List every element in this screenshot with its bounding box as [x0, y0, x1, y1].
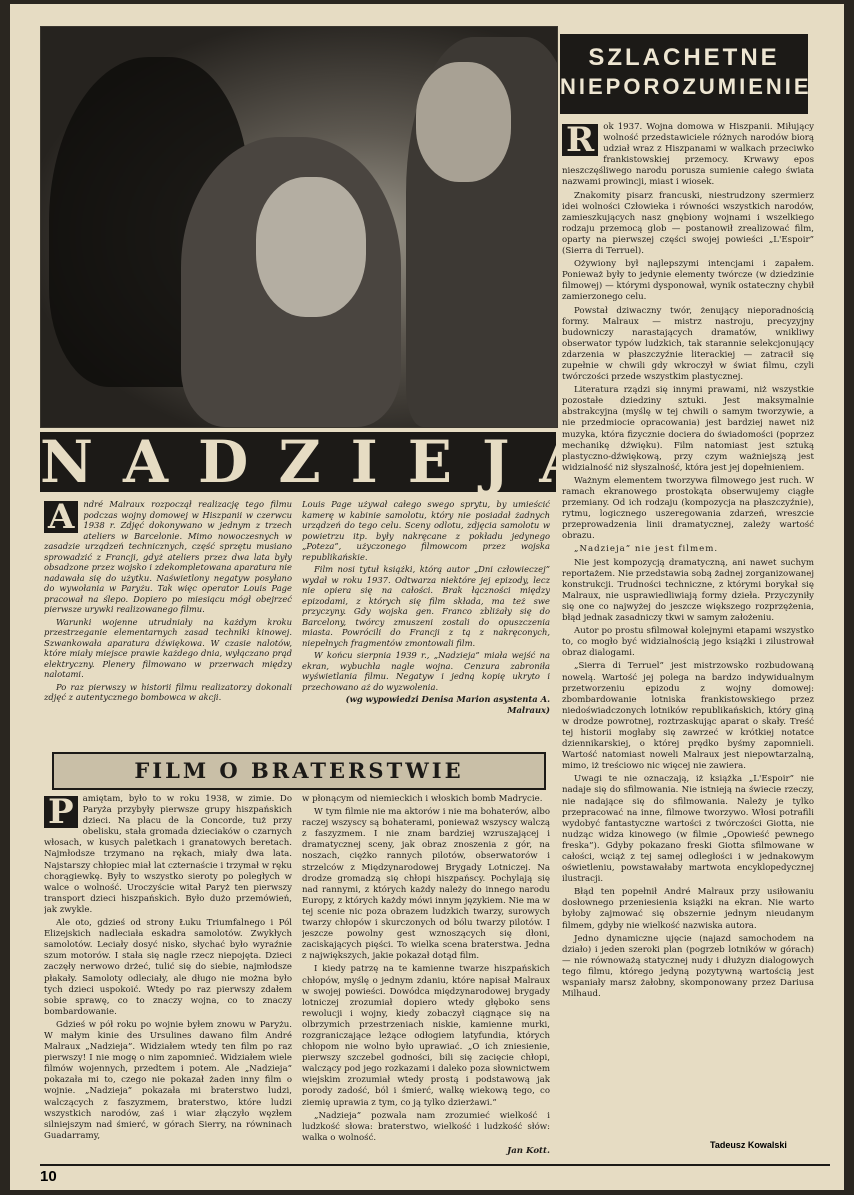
article-title-box: [560, 34, 812, 114]
film-title: NADZIEJA: [40, 428, 615, 496]
section-paragraph: I kiedy patrzę na te kamienne twarze hiszpańskich chłopów, myślę o jednym zdaniu, które napisał Malraux w swojej powieści. Dowódca międzynarodowej brygady lotniczej zrozumiał dopiero wtedy głęboko sens rewolucji i wojny, kiedy zobaczył ciągnące się na olbrzymich przestrzeniach niskie, kamienne murki, rozgraniczające leżące odłogiem latyfundia, których chłopom nie wolno było uprawiać. „O ich zniesienie, pierwszy szczebel godności, bili się zacięcie chłopi, walczący pod jego rozkazami i daleko poza słownictwem wiejskim zrozumiał wtedy prostą i podstawową jak porody zadość, ból i śmierć, walkę wiekową tego, co ziemię uprawia z tym, co ją tylko dzierżawi.”: [302, 964, 550, 1108]
review-paragraph: Ważnym elementem tworzywa filmowego jest ruch. W ramach ekranowego prostokąta obserwujemy ciągłe przemiany. Od ich rodzaju (kompozycja na płaszczyźnie), rytmu, logicznego uszeregowania zdarzeń, wreszcie przeprowadzenia linii dramatycznej, zależy wartość obrazu.: [562, 475, 814, 542]
page-number: 10: [40, 1168, 57, 1185]
film-still-photo: [40, 26, 558, 428]
intro-paragraph: W końcu sierpnia 1939 r., „Nadzieja” miała wejść na ekran, wybuchła nagle wojna. Cenzura zabroniła wyświetlania filmu. Negatyw i jedną kopię ukryto i przechowano aż do wyzwolenia.: [302, 650, 550, 692]
review-paragraph: „Nadzieja” nie jest filmem.: [574, 544, 719, 555]
review-paragraph: Błąd ten popełnił André Malraux przy usiłowaniu dosłownego przeniesienia książki na ekran. Nie warto byłoby zajmować się obszernie jednym nieudanym filmem, gdyby nie wielkość nazwiska autora.: [562, 887, 814, 931]
title-line-2: NIEPOROZUMIENIE: [560, 74, 812, 99]
review-paragraph: ok 1937. Wojna domowa w Hiszpanii. Miłujący wolność przedstawiciele różnych narodów biorą udział wraz z Hiszpanami w walkach przeciwko frankistowskiej przemocy. Krwawy epos nieszczęśliwego narodu porusza sumienie całego świata nazwami prowincji, miast i wiosek.: [562, 122, 814, 188]
review-paragraph: Nie jest kompozycją dramatyczną, ani nawet suchym reportażem. Nie przedstawia sobą żadnej zorganizowanej konstrukcji. Trudności techniczne, z którymi borykał się Malraux, nie usprawiedliwiają formy dzieła. Przyczyniły się one co najwyżej do jeszcze większego rozprzężenia, błąd jednak zasadniczy tkwi w samym założeniu.: [562, 557, 814, 624]
section-column-1: [44, 794, 292, 1160]
review-paragraph: Znakomity pisarz francuski, niestrudzony szermierz idei wolności Człowieka i równości wszystkich narodów, zamieszkujących nasz gnębiony wojnami i wszelkiego rodzaju przemocą glob — postanowił zrealizować film, oparty na pierwszej części swojej powieści „L'Espoir” (Sierra di Terruel).: [562, 190, 814, 257]
intro-paragraph: Film nosi tytuł książki, którą autor „Dni człowieczej” wydał w roku 1937. Odtwarza niektóre jej epizody, lecz nie opiera się na całości. Brak łączności między epizodami, z których się film składa, ma też swe przyczyny. Gdy wojska gen. Franco zbliżały się do Barcelony, twórcy zmuszeni zostali do opuszczenia miasta. Powrócili do Francji z tą z nakręconych, niepełnych fragmentów zmontowali film.: [302, 564, 550, 648]
review-paragraph: Uwagi te nie oznaczają, iż książka „L'Espoir” nie nadaje się do sfilmowania. Nie istnieją na świecie rzeczy, nie nadające się do sfilmowania. Należy je tylko przepracować na inne, filmowe tworzywo. Włosi potrafili wydobyć fantastyczne wartości z twórczości Giotta, nie nudząc widza kinowego (w filmie „Opowieść pewnego freska”). Gdyby pokazano freski Giotta sfilmowane w całości, wciąż z tej samej odległości i w jednakowym oświetleniu, powstawałaby martwota encyklopedycznej ilustracji.: [562, 774, 814, 885]
review-dropcap: R: [562, 124, 598, 156]
section-author: Jan Kott.: [507, 1145, 550, 1156]
footer-rule: [40, 1164, 830, 1166]
title-line-1: SZLACHETNE: [588, 44, 780, 71]
intro-credit: (wg wypowiedzi Denisa Marion asystenta A. Malraux): [345, 694, 550, 715]
intro-column-1: [44, 499, 292, 749]
review-author: Tadeusz Kowalski: [710, 1140, 787, 1150]
review-paragraph: „Sierra di Terruel” jest mistrzowsko rozbudowaną nowelą. Wartość jej polega na bardzo indywidualnym przetworzeniu epizodu z wojny domowej: zbombardowanie lotniska frankistowskiego przez niedoświadczonych lotników republikańskich, który giną w drodze powrotnej, roztrzaskując aparat o skały. Treść tej historii mogłaby się zawrzeć w krótkiej notatce dziennikarskiej, o której prędko byśmy zapomnieli. Wartość natomiast noweli Malraux jest niepowtarzalną, mimo, iż treściowo nic więcej nie zawiera.: [562, 661, 814, 772]
review-paragraph: Autor po prostu sfilmował kolejnymi etapami wszystko to, co mogło być widzialnością jego książki i zilustrował obraz dialogami.: [562, 626, 814, 659]
intro-paragraph: Warunki wojenne utrudniały na każdym kroku przestrzeganie elementarnych zasad techniki kinowej. Szwankowała aparatura dźwiękowa. W czasie nalotów, które miały miejsce prawie każdego dnia, wyłączano prąd elektryczny. Plenery filmowano w przerwach między nalotami.: [44, 616, 292, 679]
intro-paragraph: Po raz pierwszy w historii filmu realizatorzy dokonali zdjęć z autentycznego bombowca w akcji.: [44, 681, 292, 702]
section-paragraph: Ale oto, gdzieś od strony Łuku Triumfalnego i Pól Elizejskich nadleciała eskadra samolotów. Zwykłych samolotów. Leciały dosyć nisko, słychać było wyraźnie szum motorów. I stała się nagle rzecz niepojęta. Dzieci zaczęły nerwowo drżeć, tulić się do siebie, najmłodsze płakały. Samoloty odleciały, ale długo nie można było tych dzieci uspokoić. Wtedy po raz pierwszy zdałem sobie sprawę, co to znaczy wojna, co to znaczy bombardowanie.: [44, 918, 292, 1017]
intro-paragraph: Louis Page używał całego swego sprytu, by umieścić kamerę w kabinie samolotu, który nie posiadał żadnych urządzeń do tego celu. Sceny odlotu, zdjęcia samolotu w powietrzu itp. były nakręcane z pokładu jedynego „Poteza”, użyczonego filmowcom przez wojska republikańskie.: [302, 499, 550, 562]
review-paragraph: Ożywiony był najlepszymi intencjami i zapałem. Ponieważ były to jedynie elementy twórcze (w dziedzinie filmowej) — którymi dysponował, wynik ostateczny chybił zamierzonego celu.: [562, 259, 814, 303]
section-paragraph: Gdzieś w pół roku po wojnie byłem znowu w Paryżu. W małym kinie des Ursulines dawano film André Malraux „Nadzieja”. Widziałem wtedy ten film po raz pierwszy! I nie mogę o nim zapomnieć. Widziałem wiele filmów wojennych, przedtem i potem. Ale „Nadzieja” pokazała mi to, czego nie pokazał żaden inny film o wojnie. „Nadzieja” pokazała mi braterstwo ludzi, walczących z faszyzmem, braterstwo, które ludzi wszystkich narodów, zaś i wiar złączyło węzłem silniejszym nad śmierć, w górach Sierry, na równinach Guadarramy,: [44, 1019, 292, 1141]
review-paragraph: Powstał dziwaczny twór, żenujący nieporadnością formy. Malraux — mistrz nastroju, precyzyjny budowniczy narastających dramatów, wnikliwy obserwator typów ludzkich, tak starannie selekcjonujący zdarzenia w płaszczyźnie literackiej — zatracił się zupełnie w chwili gdy wkroczył w świat filmu, czyli twórczości przede wszystkim plastycznej.: [562, 305, 814, 383]
section-paragraph: „Nadzieja” pozwala nam zrozumieć wielkość i ludzkość słowa: braterstwo, wielkość i ludzkość słów: walka o wolność.: [302, 1110, 550, 1143]
intro-column-2: [302, 499, 550, 749]
review-column: [562, 122, 814, 1140]
magazine-page: [10, 4, 844, 1190]
section-dropcap: P: [44, 796, 78, 828]
review-paragraph: Literatura rządzi się innymi prawami, niż wszystkie pozostałe dziedziny sztuki. Jest maksymalnie abstrakcyjna (myślę w tej chwili o samym tworzywie, a nie przedmiocie opracowania) jest bardziej nawet niż muzyka, która fizycznie dociera do świadomości (poprzez mechanikę dźwięku). Film natomiast jest sztuką plastyczno-dźwiękową, przy czym ważniejszą jest widzialność niż słyszalność, która jest jej dopełnieniem.: [562, 385, 814, 473]
section-paragraph: w płonącym od niemieckich i włoskich bomb Madrycie.: [302, 794, 543, 804]
section-paragraph: W tym filmie nie ma aktorów i nie ma bohaterów, albo raczej wszyscy są bohaterami, ponieważ wszyscy walczą z faszyzmem. I nie znam bardziej wzruszającej i dramatycznej sceny, jak obraz znoszenia z gór, na noszach, ciężko rannych pilotów, obserwatorów i strzelców z Międzynarodowej Brygady Lotniczej. Na drodze gromadzą się chłopi hiszpańscy. Pochylają się nad rannymi, z których każdy należy do innego narodu Europy, z których każdy mówi innym językiem. Nie ma w tej scenie nic poza obrazem ludzkich twarzy, surowych twarzy chłopów i skurczonych od bólu twarzy pilotów. I jeszcze powolny gest wznoszących się dłoni, zaciskających pięści. To wielka scena braterstwa. Jedna z największych, jakie pokazał dotąd film.: [302, 807, 550, 962]
review-paragraph: Jedno dynamiczne ujęcie (najazd samochodem na działo) i jeden szeroki plan (pogrzeb lotników w górach) — nie równoważą statycznej nudy i dłużyzn dialogowych tego filmu, którego jedyną pozytywną wartością jest wspaniały marsz żałobny, skomponowany przez Dariusa Milhaud.: [562, 933, 814, 1000]
section-column-2: [302, 794, 550, 1160]
section-title: FILM O BRATERSTWIE: [52, 752, 546, 790]
section-paragraph: amiętam, było to w roku 1938, w zimie. Do Paryża przybyły pierwsze grupy hiszpańskich dzieci. Na placu de la Concorde, tuż przy obelisku, stała gromada dzieciaków o czarnych włosach, w kusych paletkach i granatowych beretach. Najmłodsze trzymano na rękach, miały dwa lata. Najstarszy chłopiec miał lat czternaście i trzymał w ręku chorągiewkę. Były to wszystko sieroty po poległych w walce o wolność. Uroczyście witał Paryż ten pierwszy transport dzieci hiszpańskich. Było dużo przemówień, jak zwykle.: [44, 794, 292, 915]
intro-paragraph: ndré Malraux rozpoczął realizację tego filmu podczas wojny domowej w Hiszpanii w czerwcu 1938 r. Zdjęć dokonywano w jednym z trzech ateliers w Barcelonie. Mimo nowoczesnych w zasadzie urządzeń technicznych, część sprzętu musiano sprowadzić z Francji, gdyż ateliers przez dwa lata były obsadzone przez wojsko i zdekompletowana aparatura nie nadawała się do użytku. Naświetlony negatyw posyłano do wywołania w Paryżu. Tak więc operator Louis Page pracował na ślepo. Dopiero po miesiącu mógł obejrzeć pierwsze urywki realizowanego filmu.: [44, 499, 292, 614]
intro-dropcap: A: [44, 501, 78, 533]
